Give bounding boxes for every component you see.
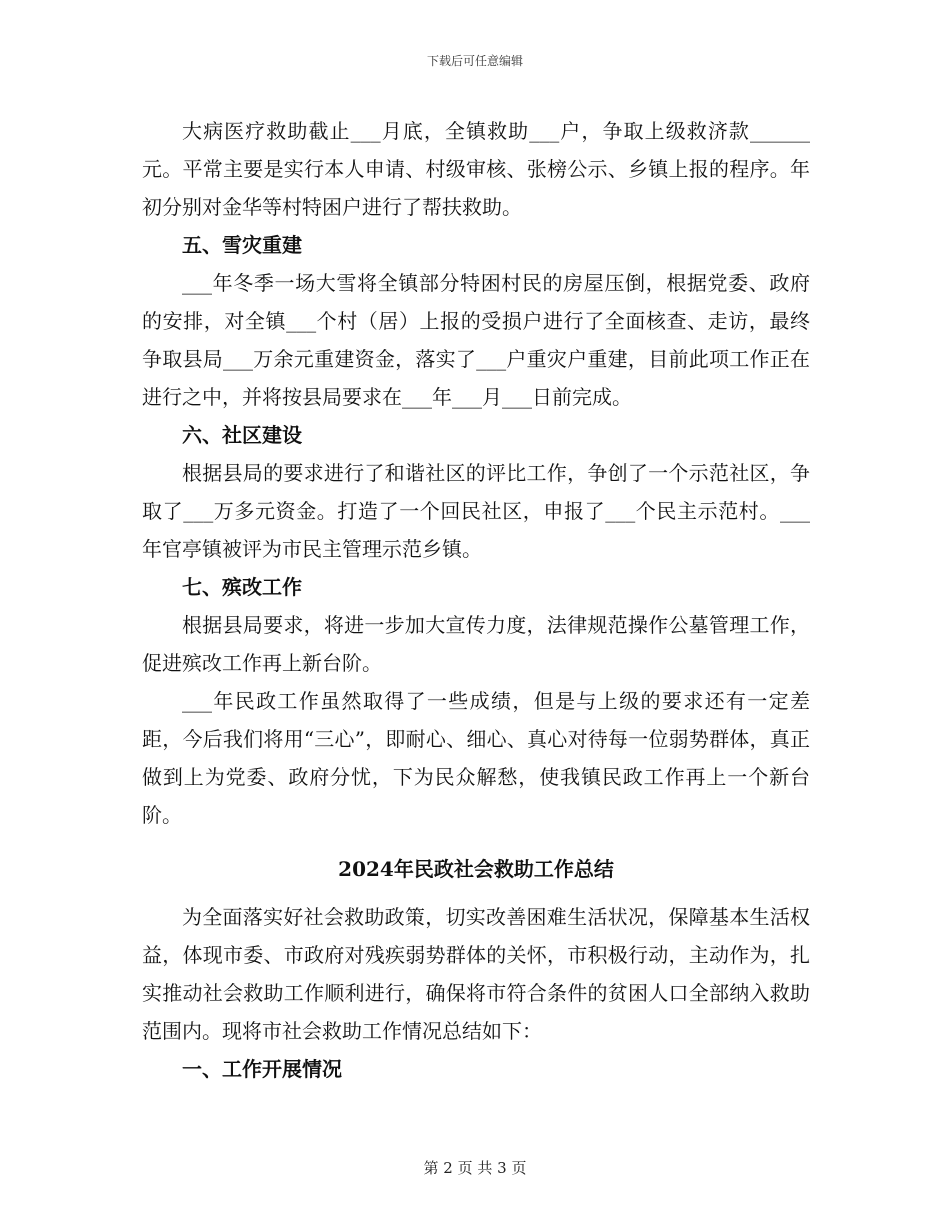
paragraph-intro: 为全面落实好社会救助政策，切实改善困难生活状况，保障基本生活权益，体现市委、市政府对残疾弱势群体的关怀，市积极行动，主动作为，扎实推动社会救助工作顺利进行，确保将市符合条件的贫困人口全部纳入救助范围内。现将市社会救助工作情况总结如下： bbox=[142, 905, 810, 1043]
heading-snow-rebuild: 五、雪灾重建 bbox=[182, 233, 302, 257]
paragraph-funeral-reform: 根据县局要求，将进一步加大宣传力度，法律规范操作公墓管理工作，促进殡改工作再上新台阶。 bbox=[142, 613, 810, 675]
heading-funeral-reform: 七、殡改工作 bbox=[182, 575, 302, 599]
paragraph-community: 根据县局的要求进行了和谐社区的评比工作，争创了一个示范社区，争取了___万多元资金。打造了一个回民社区，申报了___个民主示范村。___年官亭镇被评为市民主管理示范乡镇。 bbox=[142, 461, 810, 561]
paragraph-medical-aid: 大病医疗救助截止___月底，全镇救助___户，争取上级救济款______元。平常主要是实行本人申请、村级审核、张榜公示、乡镇上报的程序。年初分别对金华等村特困户进行了帮扶救助。 bbox=[142, 119, 810, 219]
heading-work-status: 一、工作开展情况 bbox=[182, 1057, 342, 1081]
page-footer: 第 2 页 共 3 页 bbox=[423, 1159, 527, 1177]
heading-community: 六、社区建设 bbox=[182, 423, 302, 447]
paragraph-snow-rebuild: ___年冬季一场大雪将全镇部分特困村民的房屋压倒，根据党委、政府的安排，对全镇___个村（居）上报的受损户进行了全面核查、走访，最终争取县局___万余元重建资金，落实了___户重灾户重建，目前此项工作正在进行之中，并将按县局要求在___年___月___日前完成。 bbox=[142, 271, 810, 409]
page-header: 下载后可任意编辑 bbox=[426, 54, 523, 68]
document-body bbox=[142, 112, 810, 1088]
paragraph-conclusion: ___年民政工作虽然取得了一些成绩，但是与上级的要求还有一定差距，今后我们将用“三心”，即耐心、细心、真心对待每一位弱势群体，真正做到上为党委、政府分忧，下为民众解愁，使我镇民政工作再上一个新台阶。 bbox=[142, 689, 810, 827]
document-title: 2024年民政社会救助工作总结 bbox=[338, 857, 614, 881]
